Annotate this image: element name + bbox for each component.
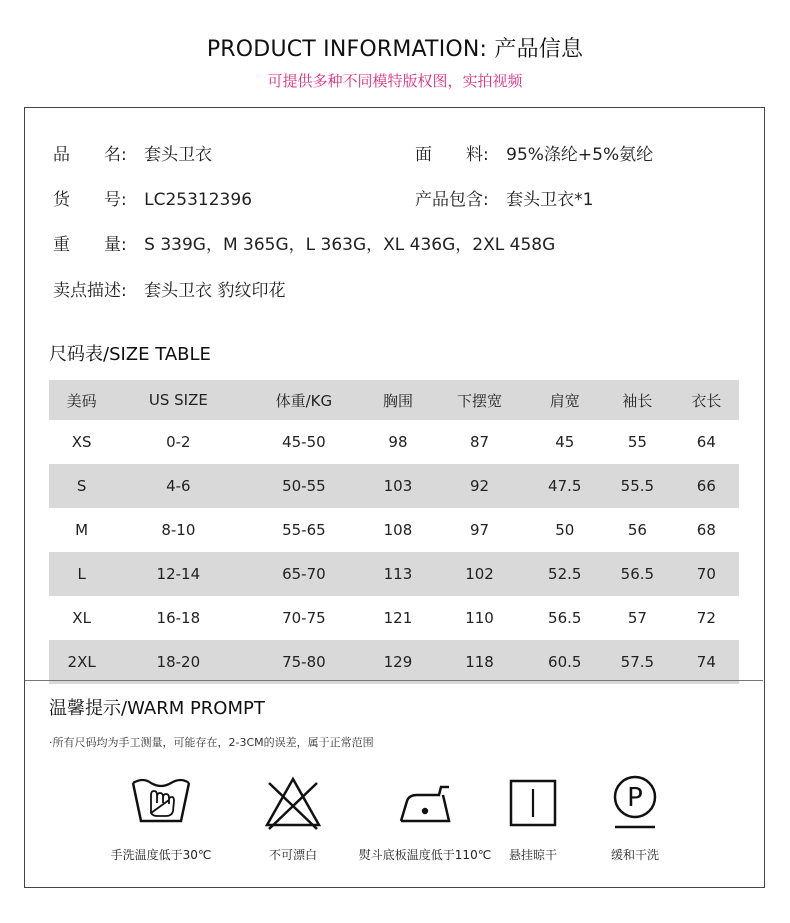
- table-cell: 45-50: [282, 433, 326, 451]
- column-header: 胸围: [382, 391, 413, 410]
- table-cell: 108: [383, 521, 413, 539]
- table-cell: 129: [383, 653, 413, 671]
- care-item-hand-wash: [91, 768, 231, 863]
- table-cell: 57: [627, 609, 647, 627]
- table-cell: 52.5: [548, 565, 582, 583]
- table-cell: 87: [469, 433, 490, 451]
- name-label: 品 名:: [53, 145, 127, 165]
- includes-value: 套头卫衣*1: [506, 190, 594, 210]
- table-cell: M: [75, 521, 89, 539]
- dry-clean-label: 缓和干洗: [610, 848, 659, 862]
- no-bleach-icon: [223, 768, 363, 838]
- table-cell: 118: [465, 653, 494, 671]
- page-subtitle: 可提供多种不同模特版权图，实拍视频: [267, 72, 523, 90]
- info-fabric-row: [415, 140, 653, 165]
- table-cell: S: [76, 477, 87, 495]
- table-cell: 70-75: [282, 609, 326, 627]
- includes-label: 产品包含:: [415, 190, 489, 210]
- no-bleach-label: 不可漂白: [268, 848, 317, 862]
- column-header: 下摆宽: [457, 391, 503, 410]
- table-cell: 18-20: [156, 653, 201, 671]
- table-cell: 102: [465, 565, 494, 583]
- weight-label: 重 量:: [53, 235, 127, 255]
- table-cell: 65-70: [282, 565, 326, 583]
- dry-clean-p-icon: [565, 768, 705, 838]
- table-cell: 50: [555, 521, 575, 539]
- selling-label: 卖点描述:: [53, 281, 127, 301]
- table-cell: 121: [383, 609, 413, 627]
- table-cell: 0-2: [166, 433, 191, 451]
- table-cell: 4-6: [166, 477, 191, 495]
- info-weight-row: [53, 230, 555, 255]
- size-table-title: 尺码表/SIZE TABLE: [49, 344, 211, 365]
- table-cell: 12-14: [156, 565, 201, 583]
- info-includes-row: [415, 185, 593, 210]
- table-cell: 97: [469, 521, 490, 539]
- table-cell: 47.5: [548, 477, 582, 495]
- info-selling-row: [53, 276, 286, 301]
- table-cell: 75-80: [282, 653, 326, 671]
- hand-wash-icon: [91, 768, 231, 838]
- table-cell: 57.5: [620, 653, 655, 671]
- column-header: 衣长: [691, 391, 722, 410]
- column-header: 体重/KG: [275, 391, 333, 410]
- section-divider: [25, 680, 763, 681]
- table-cell: 60.5: [548, 653, 582, 671]
- table-cell: 56: [627, 521, 647, 539]
- table-cell: 113: [383, 565, 413, 583]
- table-cell: 68: [696, 521, 716, 539]
- care-item-dry-clean: [565, 768, 705, 863]
- table-row: [49, 552, 739, 596]
- table-cell: 92: [469, 477, 490, 495]
- table-cell: XL: [72, 609, 91, 627]
- table-cell: 64: [696, 433, 716, 451]
- column-header: US SIZE: [148, 391, 208, 409]
- column-header: 袖长: [622, 391, 653, 410]
- fabric-value: 95%涤纶+5%氨纶: [506, 145, 654, 165]
- product-info-frame: [24, 107, 765, 888]
- care-item-no-bleach: [223, 768, 363, 863]
- table-cell: 74: [696, 653, 716, 671]
- table-cell: 70: [696, 565, 716, 583]
- table-header-row: [49, 380, 739, 420]
- table-row: [49, 464, 739, 508]
- column-header: 美码: [66, 391, 97, 410]
- sku-label: 货 号:: [53, 190, 127, 210]
- table-row: [49, 596, 739, 640]
- table-cell: 110: [465, 609, 494, 627]
- table-cell: 103: [383, 477, 413, 495]
- table-cell: 55-65: [282, 521, 326, 539]
- table-row: [49, 640, 739, 684]
- hand-wash-label: 手洗温度低于30℃: [110, 848, 212, 862]
- sku-value: LC25312396: [144, 190, 253, 210]
- iron-label: 熨斗底板温度低于110℃: [358, 848, 492, 862]
- table-cell: XS: [71, 433, 92, 451]
- fabric-label: 面 料:: [415, 145, 489, 165]
- table-cell: 72: [696, 609, 716, 627]
- line-dry-label: 悬挂晾干: [508, 848, 557, 862]
- table-cell: 45: [555, 433, 575, 451]
- info-name-row: [53, 140, 212, 165]
- info-sku-row: [53, 185, 252, 210]
- table-cell: 8-10: [161, 521, 196, 539]
- page-title: PRODUCT INFORMATION: 产品信息: [206, 37, 584, 62]
- table-cell: 50-55: [282, 477, 326, 495]
- table-cell: 55: [627, 433, 647, 451]
- table-cell: L: [77, 565, 86, 583]
- name-value: 套头卫衣: [144, 145, 213, 165]
- selling-value: 套头卫衣 豹纹印花: [144, 281, 286, 301]
- table-cell: 56.5: [548, 609, 582, 627]
- table-cell: 66: [696, 477, 716, 495]
- size-table: [49, 380, 739, 684]
- weight-value: S 339G，M 365G，L 363G，XL 436G，2XL 458G: [144, 235, 556, 255]
- table-row: [49, 508, 739, 552]
- svg-text:P: P: [627, 783, 643, 813]
- table-row: [49, 420, 739, 464]
- table-cell: 55.5: [620, 477, 655, 495]
- table-cell: 98: [388, 433, 408, 451]
- measurement-note: ·所有尺码均为手工测量，可能存在，2-3CM的误差，属于正常范围: [49, 736, 374, 749]
- warm-prompt-title: 温馨提示/WARM PROMPT: [49, 698, 265, 719]
- table-cell: 16-18: [156, 609, 201, 627]
- table-cell: 56.5: [620, 565, 655, 583]
- table-cell: 2XL: [67, 653, 96, 671]
- column-header: 肩宽: [549, 391, 580, 410]
